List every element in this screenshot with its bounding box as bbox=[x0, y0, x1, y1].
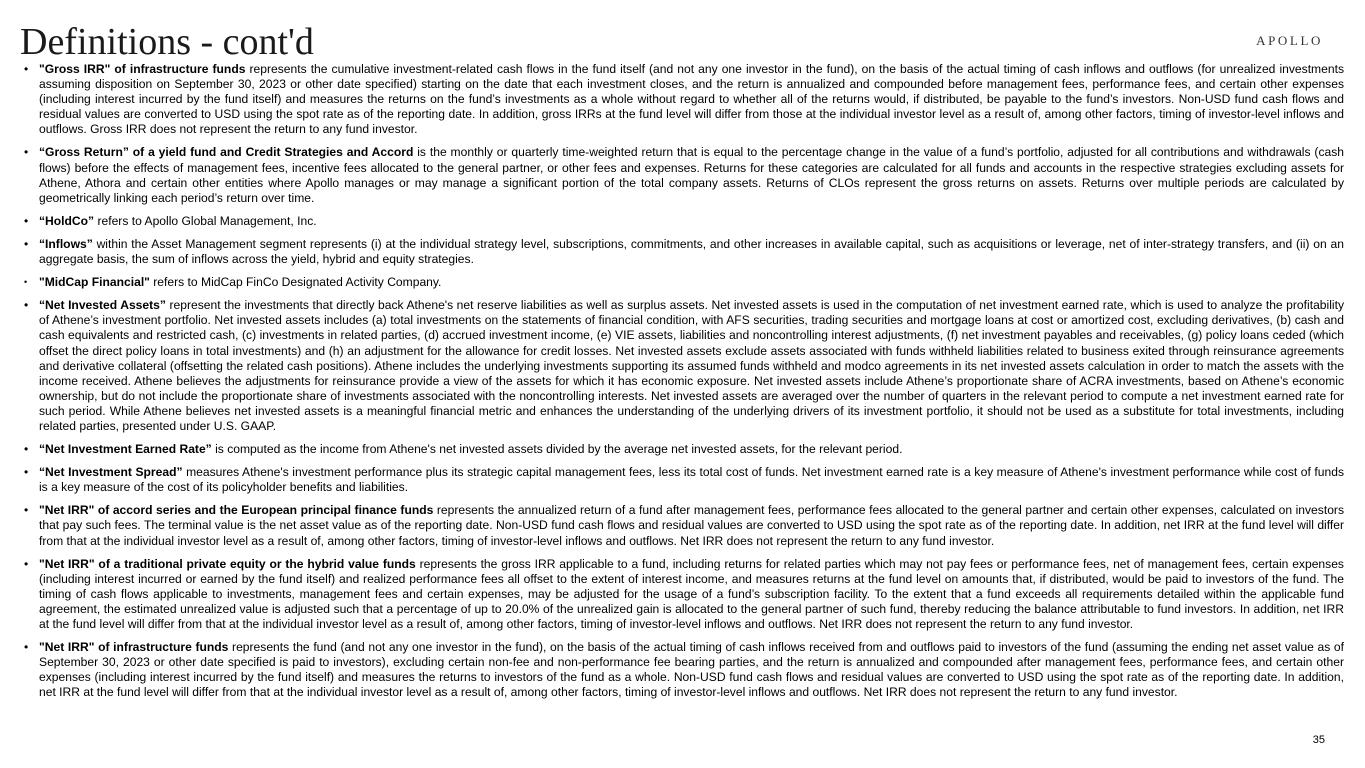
definition-net-investment-earned-rate bbox=[24, 442, 1344, 457]
definition-net-irr-infrastructure bbox=[24, 640, 1344, 700]
definition-term: "Net IRR" of a traditional private equity or the hybrid value funds bbox=[39, 556, 416, 571]
definition-text: is computed as the income from Athene's net invested assets divided by the average net invested assets, for the relevant period. bbox=[211, 442, 903, 457]
definition-term: “Net Investment Spread” bbox=[39, 465, 183, 480]
definition-term: “Gross Return” of a yield fund and Credit Strategies and Accord bbox=[39, 145, 414, 160]
definition-text: refers to Apollo Global Management, Inc. bbox=[94, 213, 317, 228]
definition-holdco bbox=[24, 214, 1344, 229]
definition-text: represents the gross IRR applicable to a fund, including returns for related parties which may not pay fees or performance fees, net of management fees, certain expenses (including interest incurred or earned by the fund itself) and realized performance fees all offset to the extent of interest income, and measures returns at the fund level on amounts that, if distributed, would be paid to investors of the fund. The timing of cash flows applicable to investments, management fees and certain expenses, may be adjusted for the usage of a fund’s subscription facility. To the extent that a fund exceeds all requirements detailed within the applicable fund agreement, the estimated unrealized value is adjusted such that a percentage of up to 20.0% of the unrealized gain is allocated to the general partner of such fund, thereby reducing the balance attributable to fund investors. In addition, net IRR at the fund level will differ from that at the individual investor level as a result of, among other factors, timing of investor-level inflows and outflows. Net IRR does not represent the return to any fund investor. bbox=[39, 556, 1344, 631]
definition-text: represent the investments that directly back Athene's net reserve liabilities as well as surplus assets. Net invested assets is used in the computation of net investment earned rate, which is used to analyze the profitability of Athene’s investment portfolio. Net invested assets includes (a) total investments on the statements of financial condition, with AFS securities, trading securities and mortgage loans at cost or amortized cost, excluding derivatives, (b) cash and cash equivalents and restricted cash, (c) investments in related parties, (d) accrued investment income, (e) VIE assets, liabilities and noncontrolling interest adjustments, (f) net investment payables and receivables, (g) policy loans ceded (which offset the direct policy loans in total investments) and (h) an adjustment for the allowance for credit losses. Net invested assets exclude assets associated with funds withheld liabilities related to business exited through reinsurance agreements and derivative collateral (offsetting the related cash positions). Athene includes the underlying investments supporting its assumed funds withheld and modco agreements in its net invested assets calculation in order to match the assets with the income received. Athene believes the adjustments for reinsurance provide a view of the assets for which it has economic exposure. Net invested assets include Athene’s proportionate share of ACRA investments, based on Athene’s economic ownership, but do not include the proportionate share of investments associated with the noncontrolling interests. Net invested assets are averaged over the number of quarters in the relevant period to compute a net investment earned rate for such period. While Athene believes net invested assets is a meaningful financial metric and enhances the understanding of the underlying drivers of its investment portfolio, it should not be used as a substitute for total investments, including related parties, presented under U.S. GAAP. bbox=[39, 298, 1344, 433]
definition-term: "Net IRR" of accord series and the European principal finance funds bbox=[39, 503, 434, 518]
definition-term: “Net Invested Assets” bbox=[39, 298, 166, 313]
definition-term: “Net Investment Earned Rate” bbox=[39, 442, 212, 457]
definition-gross-irr-infrastructure bbox=[24, 62, 1344, 137]
definition-term: "Gross IRR" of infrastructure funds bbox=[39, 62, 246, 76]
definitions-list bbox=[24, 62, 1344, 708]
definition-net-investment-spread bbox=[24, 465, 1344, 495]
definition-text: within the Asset Management segment represents (i) at the individual strategy level, subscriptions, commitments, and other increases in available capital, such as acquisitions or leverage, net of inter-strategy transfers, and (ii) on an aggregate basis, the sum of inflows across the yield, hybrid and equity strategies. bbox=[39, 236, 1344, 267]
page-number: 35 bbox=[1312, 734, 1325, 746]
definition-term: "MidCap Financial" bbox=[39, 275, 150, 290]
definition-text: refers to MidCap FinCo Designated Activity Company. bbox=[149, 275, 442, 290]
definition-net-irr-private-equity-hybrid bbox=[24, 557, 1344, 632]
definition-text: is the monthly or quarterly time-weighted return that is equal to the percentage change in the value of a fund’s portfolio, adjusted for all contributions and withdrawals (cash flows) before the effects of management fees, incentive fees allocated to the general partner, or other fees and expenses. Returns for these categories are calculated for all funds and accounts in the respective strategies excluding assets for Athene, Athora and certain other entities where Apollo manages or may manage a significant portion of the total company assets. Returns of CLOs represent the gross returns on assets. Returns over multiple periods are calculated by geometrically linking each period’s return over time. bbox=[39, 145, 1344, 205]
definition-net-invested-assets bbox=[24, 298, 1344, 434]
apollo-logo: APOLLO bbox=[1256, 33, 1323, 48]
definition-net-irr-accord-epf bbox=[24, 503, 1344, 548]
definition-term: “Inflows” bbox=[39, 236, 93, 251]
definition-text: measures Athene's investment performance plus its strategic capital management fees, less its total cost of funds. Net investment earned rate is a key measure of Athene's investment performance while cost of funds is a key measure of the cost of its policyholder benefits and liabilities. bbox=[39, 465, 1344, 495]
definition-term: “HoldCo” bbox=[39, 213, 95, 228]
definition-text: represents the cumulative investment-related cash flows in the fund itself (and not any one investor in the fund), on the basis of the actual timing of cash inflows and outflows (for unrealized investments assuming disposition on September 30, 2023 or other date specified) starting on the date that each investment closes, and the return is annualized and compounded before management fees, performance fees, and certain other expenses (including interest incurred by the fund itself) and measures the returns on the fund’s investments as a whole without regard to whether all of the returns would, if distributed, be payable to the fund’s investors. Non-USD fund cash flows and residual values are converted to USD using the spot rate as of the reporting date. In addition, gross IRRs at the fund level will differ from those at the individual investor level as a result of, among other factors, timing of investor-level inflows and outflows. Gross IRR does not represent the return to any fund investor. bbox=[39, 62, 1344, 137]
definition-inflows bbox=[24, 237, 1344, 267]
definition-term: "Net IRR" of infrastructure funds bbox=[39, 640, 229, 655]
definition-midcap-financial bbox=[24, 275, 1344, 290]
definition-text: represents the annualized return of a fund after management fees, performance fees allocated to the general partner and certain other expenses, calculated on investors that pay such fees. The terminal value is the net asset value as of the reporting date. Non-USD fund cash flows and residual values are converted to USD using the spot rate as of the reporting date. In addition, net IRR at the fund level will differ from that at the individual investor level as a result of, among other factors, timing of investor-level inflows and outflows. Net IRR does not represent the return to any fund investor. bbox=[39, 503, 1344, 548]
definition-gross-return bbox=[24, 145, 1344, 205]
definition-text: represents the fund (and not any one investor in the fund), on the basis of the actual timing of cash inflows received from and outflows paid to investors of the fund (assuming the ending net asset value as of September 30, 2023 or other date specified is paid to investors), excluding certain non-fee and non-performance fee bearing parties, and the return is annualized and compounded after management fees, performance fees, and certain other expenses (including interest incurred by the fund itself) and measures the returns to investors of the fund as a whole. Non-USD fund cash flows and residual values are converted to USD using the spot rate as of the reporting date. In addition, net IRR at the fund level will differ from that at the individual investor level as a result of, among other factors, timing of investor-level inflows and outflows. Net IRR does not represent the return to any fund investor. bbox=[39, 640, 1344, 700]
page-title: Definitions - cont'd bbox=[20, 21, 314, 63]
